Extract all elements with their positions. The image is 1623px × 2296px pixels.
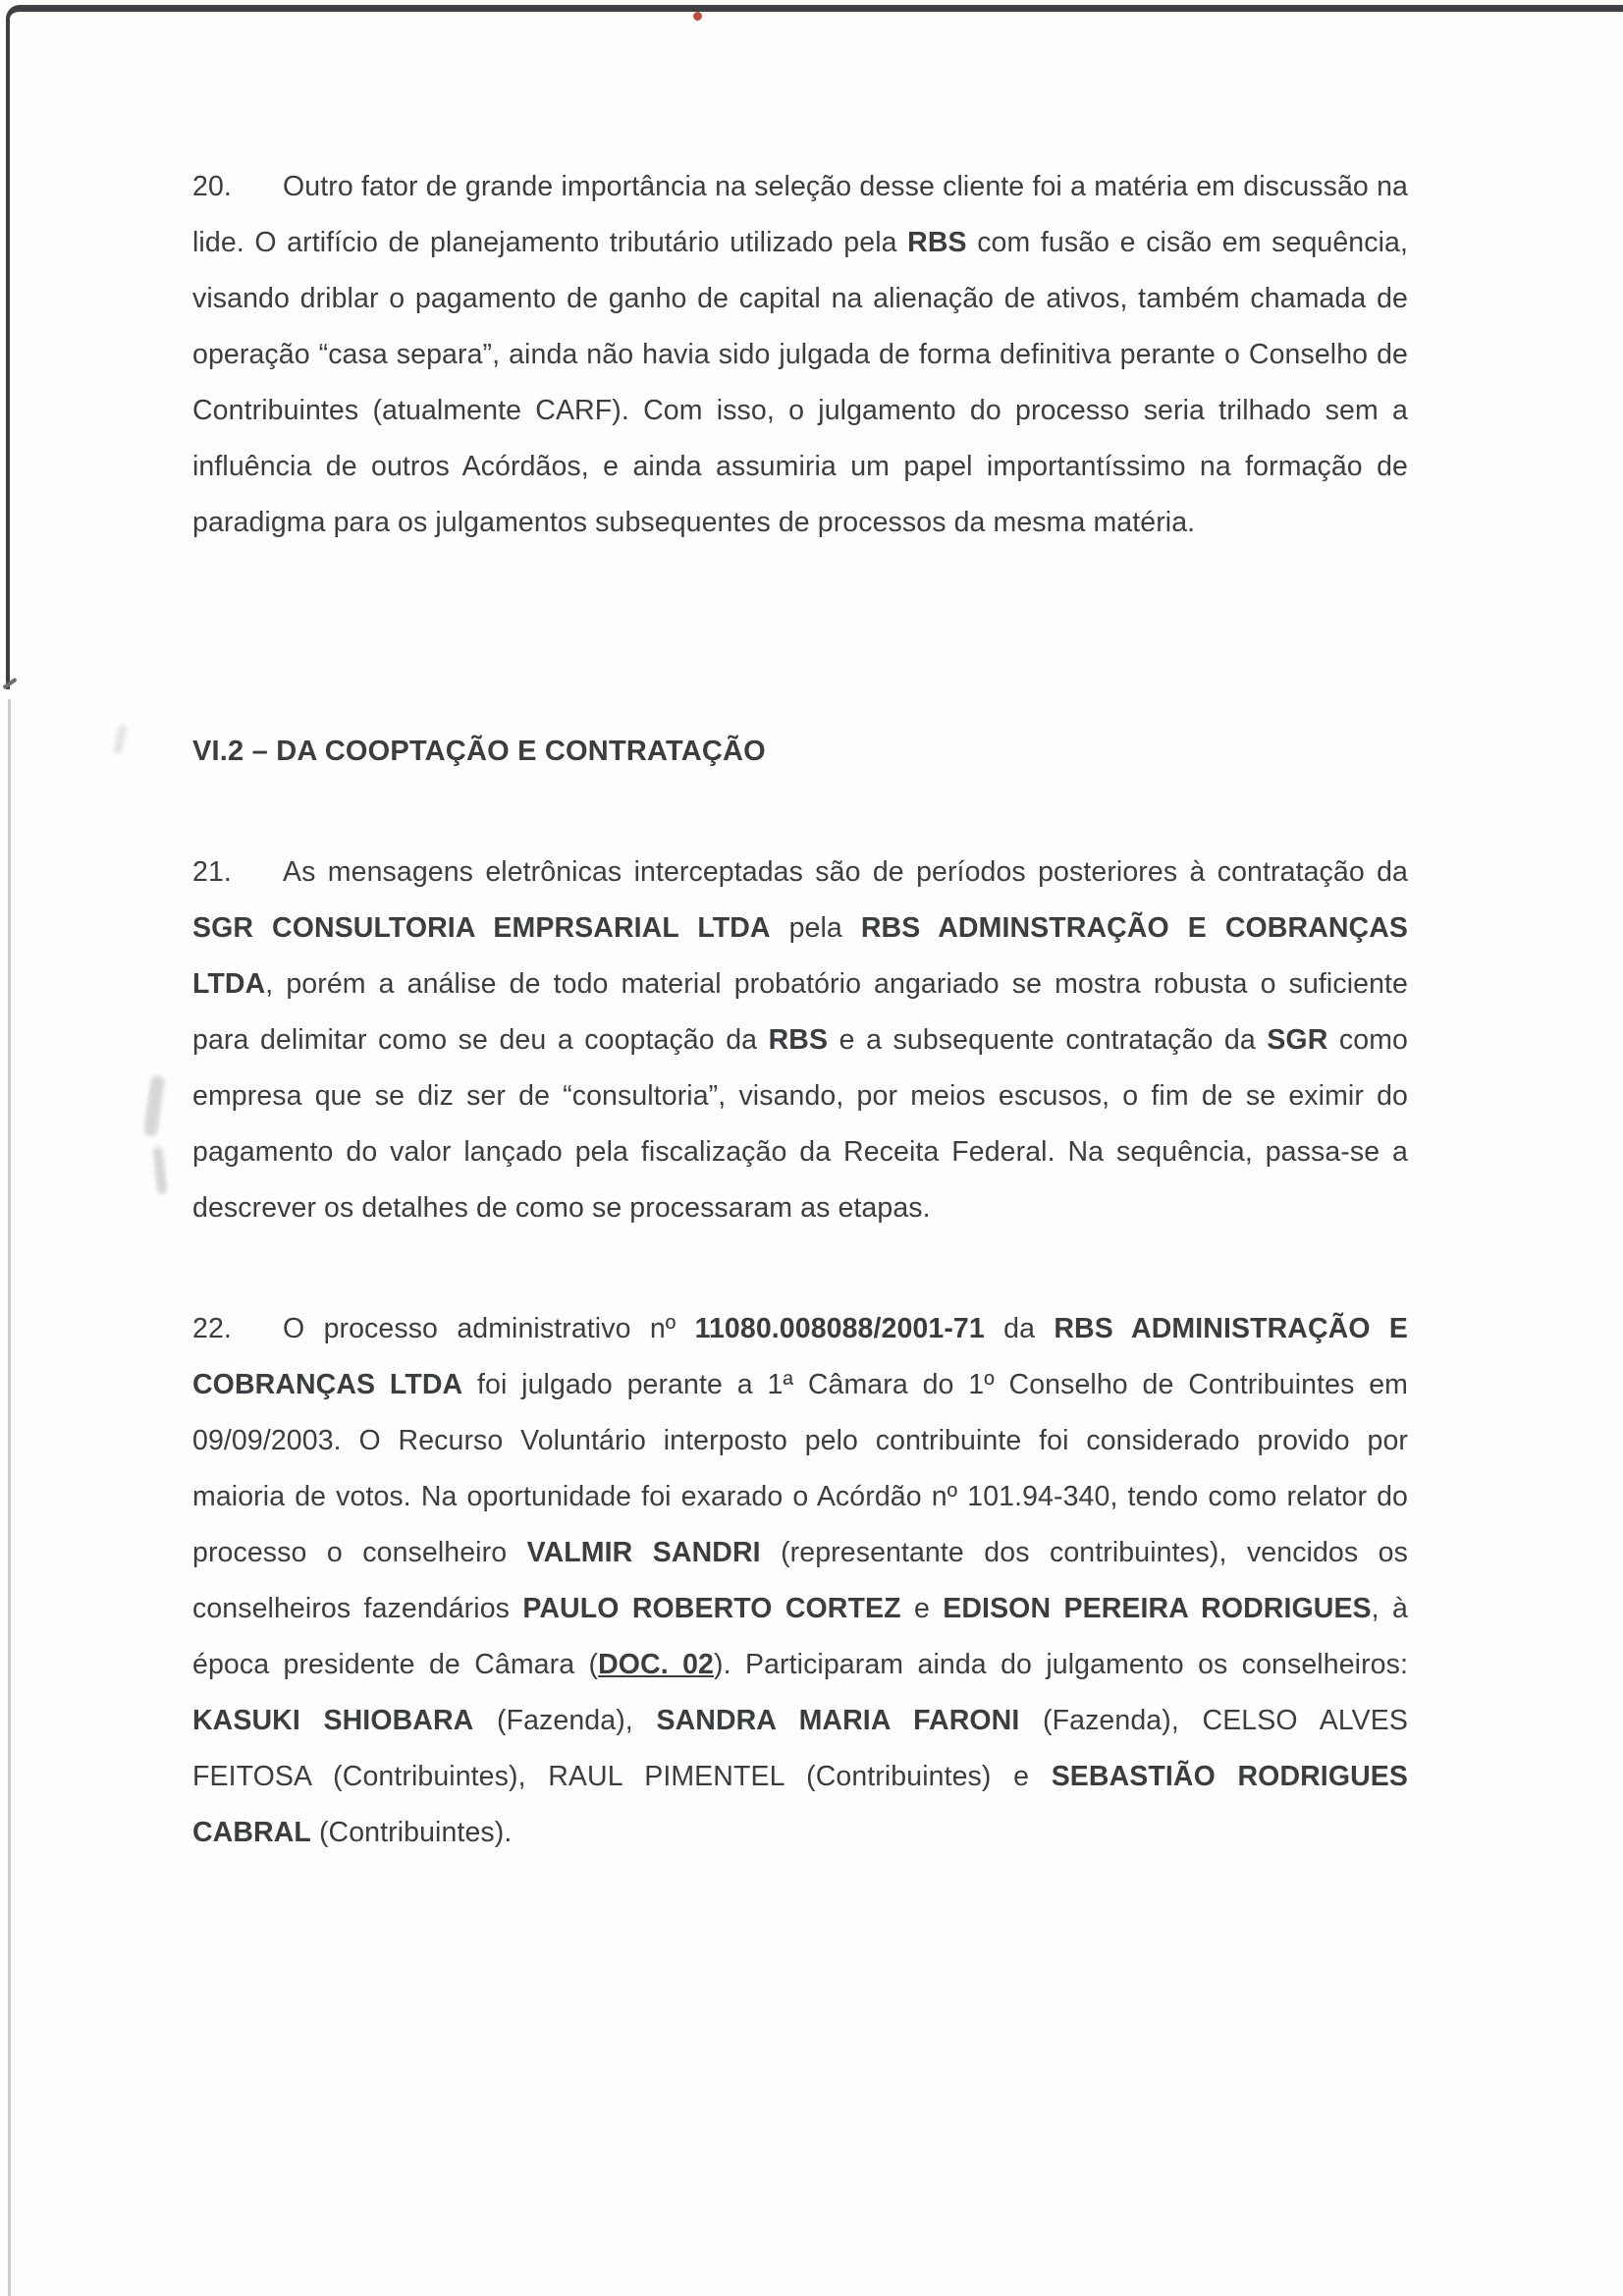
scan-artifact-smudge	[153, 1147, 168, 1195]
scan-artifact-notch	[2, 678, 17, 689]
paragraph-20-number: 20.	[192, 171, 232, 202]
paragraph-20-text: Outro fator de grande importância na seleção desse cliente foi a matéria em discussão na lide. O artifício de planejamento tributário utilizado pela RBS com fusão e cisão em sequência, visando driblar o pagamento de ganho de capital na alienação de ativos, também chamada de operação “casa separa”, ainda não havia sido julgada de forma definitiva perante o Conselho de Contribuintes (atualmente CARF). Com isso, o julgamento do processo seria trilhado sem a influência de outros Acórdãos, e ainda assumiria um papel importantíssimo na formação de paradigma para os julgamentos subsequentes de processos da mesma matéria.	[192, 171, 1408, 538]
paragraph-22-text: O processo administrativo nº 11080.008088/2001-71 da RBS ADMINISTRAÇÃO E COBRANÇAS LTDA foi julgado perante a 1ª Câmara do 1º Conselho de Contribuintes em 09/09/2003. O Recurso Voluntário interposto pelo contribuinte foi considerado provido por maioria de votos. Na oportunidade foi exarado o Acórdão nº 101.94-340, tendo como relator do processo o conselheiro VALMIR SANDRI (representante dos contribuintes), vencidos os conselheiros fazendários PAULO ROBERTO CORTEZ e EDISON PEREIRA RODRIGUES, à época presidente de Câmara (DOC. 02). Participaram ainda do julgamento os conselheiros: KASUKI SHIOBARA (Fazenda), SANDRA MARIA FARONI (Fazenda), CELSO ALVES FEITOSA (Contribuintes), RAUL PIMENTEL (Contribuintes) e SEBASTIÃO RODRIGUES CABRAL (Contribuintes).	[192, 1313, 1408, 1848]
document-body	[192, 0, 1408, 1861]
scan-border-left-faint	[8, 699, 11, 2296]
paragraph-22	[192, 1301, 1408, 1861]
paragraph-21-text: As mensagens eletrônicas interceptadas são de períodos posteriores à contratação da SGR CONSULTORIA EMPRSARIAL LTDA pela RBS ADMINSTRAÇÃO E COBRANÇAS LTDA, porém a análise de todo material probatório angariado se mostra robusta o suficiente para delimitar como se deu a cooptação da RBS e a subsequente contratação da SGR como empresa que se diz ser de “consultoria”, visando, por meios escusos, o fim de se eximir do pagamento do valor lançado pela fiscalização da Receita Federal. Na sequência, passa-se a descrever os detalhes de como se processaram as etapas.	[192, 856, 1408, 1224]
paragraph-22-number: 22.	[192, 1313, 232, 1344]
scan-artifact-smudge	[113, 724, 128, 754]
paragraph-21-number: 21.	[192, 856, 232, 888]
section-heading: VI.2 – DA COOPTAÇÃO E CONTRATAÇÃO	[192, 736, 766, 767]
paragraph-21	[192, 845, 1408, 1236]
scan-artifact-smudge	[143, 1074, 165, 1136]
paragraph-20	[192, 159, 1408, 551]
